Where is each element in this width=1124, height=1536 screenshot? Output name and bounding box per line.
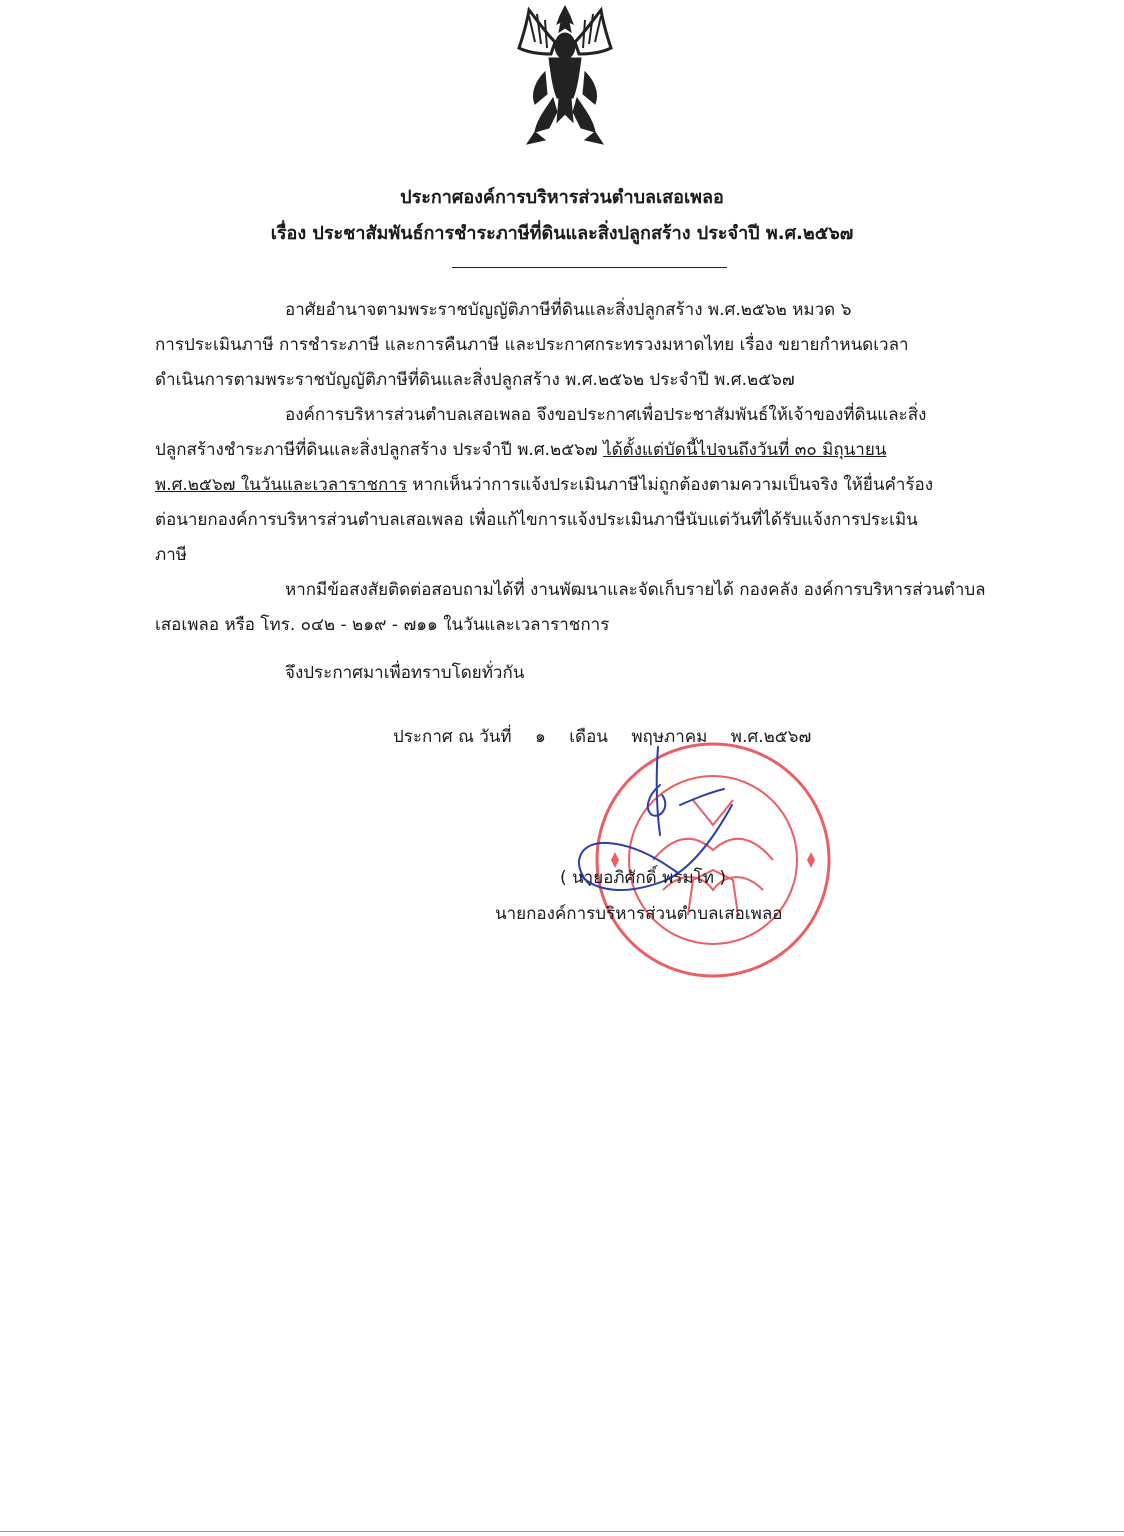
garuda-emblem-icon (505, 2, 625, 152)
date-prefix: ประกาศ ณ วันที่ (393, 727, 512, 747)
announcement-subject: เรื่อง ประชาสัมพันธ์การชำระภาษีที่ดินและสิ่งปลูกสร้าง ประจำปี พ.ศ.๒๕๖๗ (270, 223, 854, 244)
payment-deadline-text: ได้ตั้งแต่บัดนี้ไปจนถึงวันที่ ๓๐ มิถุนายน (603, 440, 887, 460)
signer-name: ( นายอภิศักดิ์ พรมโท ) (560, 868, 727, 888)
paragraph-line: จึงประกาศมาเพื่อทราบโดยทั่วกัน (285, 663, 525, 683)
date-day: ๑ (535, 727, 546, 747)
payment-deadline-text: พ.ศ.๒๕๖๗ ในวันและเวลาราชการ (155, 475, 407, 495)
paragraph-legal-basis (155, 293, 1025, 398)
signer-position: นายกองค์การบริหารส่วนตำบลเสอเพลอ (495, 904, 783, 924)
paragraph-line: ภาษี (155, 545, 187, 565)
page-bottom-border (0, 1531, 1124, 1532)
title-divider (452, 267, 727, 268)
paragraph-line: เสอเพลอ หรือ โทร. ๐๔๒ - ๒๑๙ - ๗๑๑ ในวันและเวลาราชการ (155, 615, 610, 635)
paragraph-text: หากเห็นว่าการแจ้งประเมินภาษีไม่ถูกต้องตามความเป็นจริง ให้ยื่นคำร้อง (406, 475, 934, 495)
announcement-heading: ประกาศองค์การบริหารส่วนตำบลเสอเพลอ (400, 187, 724, 208)
paragraph-line: การประเมินภาษี การชำระภาษี และการคืนภาษี และประกาศกระทรวงมหาดไทย เรื่อง ขยายกำหนดเวลา (155, 335, 909, 355)
date-month: พฤษภาคม (631, 727, 708, 747)
paragraph-announcement (155, 398, 1025, 573)
paragraph-text: ปลูกสร้างชำระภาษีที่ดินและสิ่งปลูกสร้าง ประจำปี พ.ศ.๒๕๖๗ (155, 440, 604, 460)
paragraph-closing (155, 656, 1025, 691)
paragraph-line: หากมีข้อสงสัยติดต่อสอบถามได้ที่ งานพัฒนาและจัดเก็บรายได้ กองคลัง องค์การบริหารส่วนตำบล (285, 580, 986, 600)
paragraph-contact (155, 573, 1025, 643)
paragraph-line: ดำเนินการตามพระราชบัญญัติภาษีที่ดินและสิ่งปลูกสร้าง พ.ศ.๒๕๖๒ ประจำปี พ.ศ.๒๕๖๗ (155, 370, 795, 390)
paragraph-line: องค์การบริหารส่วนตำบลเสอเพลอ จึงขอประกาศเพื่อประชาสัมพันธ์ให้เจ้าของที่ดินและสิ่ง (285, 405, 927, 425)
paragraph-line (155, 468, 1025, 503)
paragraph-line: ต่อนายกองค์การบริหารส่วนตำบลเสอเพลอ เพื่อแก้ไขการแจ้งประเมินภาษีนับแต่วันที่ได้รับแจ้งการประเมิน (155, 510, 918, 530)
date-month-label: เดือน (569, 727, 608, 747)
date-year: พ.ศ.๒๕๖๗ (730, 727, 812, 747)
paragraph-line (155, 433, 1025, 468)
paragraph-line: อาศัยอำนาจตามพระราชบัญญัติภาษีที่ดินและสิ่งปลูกสร้าง พ.ศ.๒๕๖๒ หมวด ๖ (285, 300, 852, 320)
